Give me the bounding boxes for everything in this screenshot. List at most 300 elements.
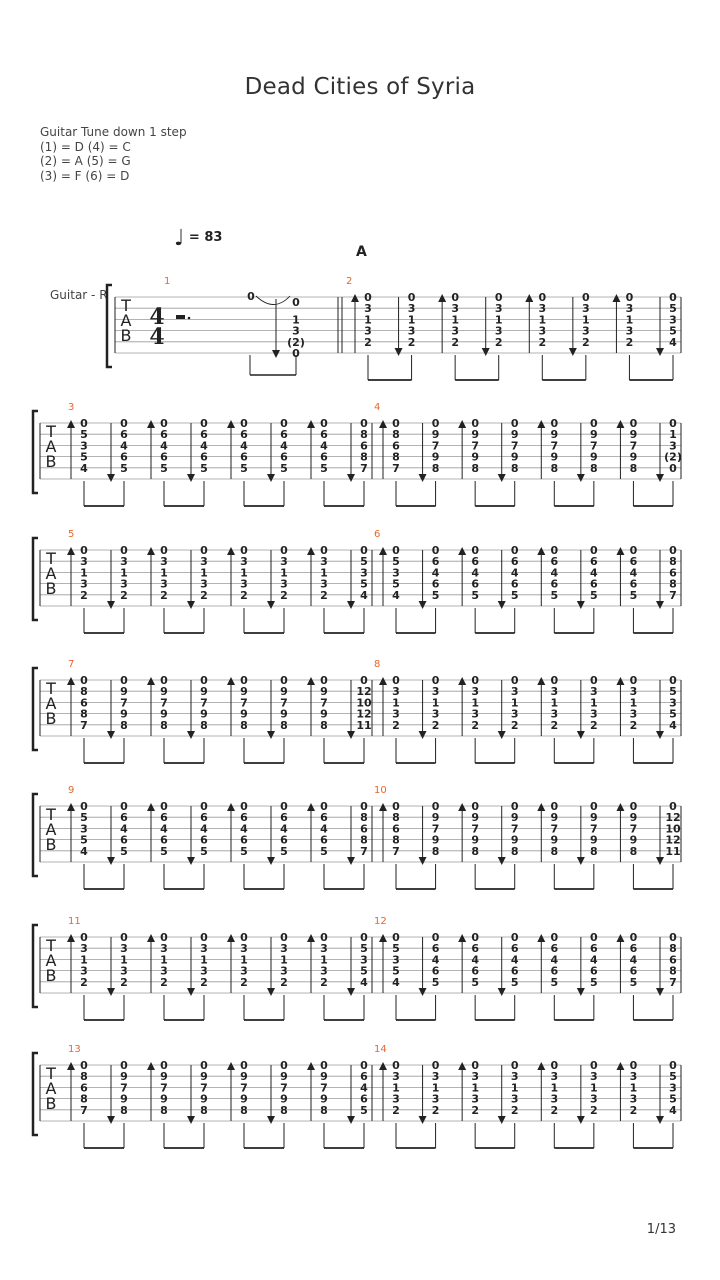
fret-number: 3 (360, 953, 368, 967)
fret-number: 2 (320, 975, 328, 989)
fret-number: 9 (471, 450, 479, 464)
fret-number: 0 (280, 674, 288, 687)
fret-number: 0 (550, 544, 559, 557)
fret-number: 7 (669, 975, 677, 989)
fret-number: 6 (160, 428, 168, 442)
fret-number: 8 (120, 718, 128, 732)
fret-number: 0 (471, 931, 479, 944)
fret-number: 1 (392, 1081, 400, 1095)
fret-number: 3 (392, 1070, 400, 1084)
strum-down-arrow-icon (419, 1116, 427, 1124)
fret-number: 0 (360, 1059, 368, 1072)
fret-number: 6 (550, 964, 559, 978)
fret-number: 6 (590, 577, 598, 591)
fret-number: 3 (200, 942, 208, 956)
fret-number: 2 (510, 718, 519, 732)
strum-down-arrow-icon (267, 857, 275, 865)
strum-up-arrow-icon (438, 294, 446, 302)
fret-number: 0 (240, 800, 248, 813)
fret-number: 3 (407, 302, 416, 316)
fret-number: 0 (292, 296, 300, 310)
fret-number: 9 (471, 428, 479, 442)
fret-number: 5 (360, 577, 368, 591)
fret-number: 8 (392, 428, 400, 442)
fret-number: 8 (471, 461, 479, 475)
fret-number: 0 (247, 290, 255, 303)
fret-number: 9 (200, 685, 208, 699)
fret-number: 0 (240, 544, 248, 557)
tab-clef-letter: T (121, 296, 131, 315)
fret-number: 5 (471, 975, 479, 989)
fret-number: 3 (471, 1092, 479, 1106)
time-signature-top: 4 (149, 304, 165, 330)
fret-number: 1 (407, 313, 416, 327)
fret-number: 0 (120, 800, 128, 813)
strum-up-arrow-icon (379, 1062, 387, 1070)
fret-number: 2 (120, 975, 128, 989)
fret-number: 4 (510, 566, 519, 580)
fret-number: 3 (494, 302, 503, 316)
fret-number: 4 (471, 566, 479, 580)
strum-up-arrow-icon (227, 677, 235, 685)
fret-number: 3 (280, 577, 288, 591)
fret-number: 0 (80, 800, 88, 813)
fret-number: 9 (320, 1092, 328, 1106)
fret-number: 3 (471, 1070, 479, 1084)
fret-number: 9 (471, 833, 479, 847)
fret-number: 0 (200, 544, 208, 557)
fret-number: 3 (120, 577, 128, 591)
strum-up-arrow-icon (147, 677, 155, 685)
fret-number: 1 (629, 1081, 638, 1095)
fret-number: 10 (665, 822, 681, 836)
measure-number: 14 (374, 1044, 387, 1055)
fret-number: 2 (510, 1103, 519, 1117)
fret-number: 0 (360, 417, 368, 430)
fret-number: 5 (360, 1103, 368, 1117)
fret-number: 2 (431, 1103, 440, 1117)
fret-number: 5 (200, 461, 208, 475)
fret-number: 9 (629, 428, 638, 442)
strum-up-arrow-icon (616, 803, 624, 811)
strum-down-arrow-icon (187, 988, 195, 996)
fret-number: 0 (471, 544, 479, 557)
fret-number: 0 (392, 417, 400, 430)
fret-number: 0 (669, 931, 677, 944)
fret-number: 8 (629, 844, 638, 858)
fret-number: 6 (320, 811, 328, 825)
strum-up-arrow-icon (537, 420, 545, 428)
fret-number: 3 (431, 707, 440, 721)
fret-number: 6 (160, 450, 168, 464)
fret-number: 5 (160, 844, 168, 858)
fret-number: 3 (280, 555, 288, 569)
strum-down-arrow-icon (577, 731, 585, 739)
fret-number: 3 (431, 1070, 440, 1084)
strum-down-arrow-icon (498, 1116, 506, 1124)
strum-down-arrow-icon (107, 731, 115, 739)
fret-number: 3 (240, 577, 248, 591)
fret-number: 7 (280, 696, 288, 710)
measure-number: 7 (68, 659, 75, 670)
fret-number: 3 (392, 685, 400, 699)
fret-number: 8 (280, 1103, 288, 1117)
strum-up-arrow-icon (227, 547, 235, 555)
fret-number: 5 (320, 461, 328, 475)
measure-number: 10 (374, 785, 387, 796)
fret-number: 0 (510, 931, 519, 944)
fret-number: 0 (160, 1059, 168, 1072)
fret-number: 8 (320, 1103, 328, 1117)
strum-up-arrow-icon (616, 934, 624, 942)
fret-number: 8 (160, 718, 168, 732)
fret-number: 9 (160, 707, 168, 721)
fret-number: (2) (287, 335, 305, 349)
fret-number: 5 (629, 975, 638, 989)
fret-number: 0 (629, 931, 638, 944)
fret-number: 6 (80, 696, 88, 710)
fret-number: 7 (360, 461, 368, 475)
fret-number: 7 (160, 696, 168, 710)
fret-number: 9 (200, 707, 208, 721)
fret-number: 0 (240, 417, 248, 430)
fret-number: 7 (590, 439, 598, 453)
fret-number: 9 (120, 1092, 128, 1106)
fret-number: 5 (240, 844, 248, 858)
fret-number: 3 (471, 707, 479, 721)
strum-down-arrow-icon (419, 601, 427, 609)
fret-number: 0 (590, 931, 598, 944)
fret-number: 6 (629, 577, 638, 591)
strum-up-arrow-icon (147, 934, 155, 942)
fret-number: 6 (471, 555, 479, 569)
fret-number: 9 (471, 811, 479, 825)
fret-number: 5 (471, 588, 479, 602)
strum-up-arrow-icon (537, 547, 545, 555)
fret-number: 6 (590, 942, 598, 956)
fret-number: 4 (320, 439, 328, 453)
fret-number: 2 (629, 1103, 638, 1117)
fret-number: 4 (360, 588, 368, 602)
fret-number: 3 (510, 707, 519, 721)
fret-number: 5 (510, 588, 519, 602)
fret-number: 2 (240, 588, 248, 602)
measure-number: 6 (374, 529, 381, 540)
fret-number: 0 (160, 417, 168, 430)
fret-number: 7 (120, 1081, 128, 1095)
fret-number: 1 (431, 696, 440, 710)
fret-number: 3 (320, 577, 328, 591)
measure-number: 2 (346, 276, 353, 287)
page-number: 1/13 (646, 1222, 676, 1237)
fret-number: 3 (320, 555, 328, 569)
tab-clef-letter: B (45, 1094, 57, 1113)
fret-number: 3 (669, 696, 677, 710)
fret-number: 1 (582, 313, 590, 327)
fret-number: 7 (392, 844, 400, 858)
fret-number: 6 (629, 555, 638, 569)
strum-down-arrow-icon (577, 988, 585, 996)
fret-number: 1 (510, 1081, 519, 1095)
fret-number: 3 (625, 324, 634, 338)
fret-number: 3 (431, 685, 440, 699)
strum-up-arrow-icon (379, 420, 387, 428)
fret-number: 3 (590, 1070, 598, 1084)
fret-number: 8 (360, 811, 368, 825)
strum-down-arrow-icon (267, 731, 275, 739)
fret-number: 2 (629, 718, 638, 732)
strum-up-arrow-icon (67, 677, 75, 685)
fret-number: 2 (120, 588, 128, 602)
fret-number: 3 (80, 439, 88, 453)
fret-number: 1 (320, 566, 328, 580)
strum-up-arrow-icon (616, 1062, 624, 1070)
fret-number: 3 (160, 555, 168, 569)
fret-number: 5 (280, 844, 288, 858)
fret-number: 6 (431, 577, 440, 591)
strum-down-arrow-icon (107, 474, 115, 482)
strum-up-arrow-icon (307, 677, 315, 685)
fret-number: 4 (629, 953, 638, 967)
strum-down-arrow-icon (347, 601, 355, 609)
fret-number: 3 (582, 324, 590, 338)
fret-number: 0 (360, 800, 368, 813)
fret-number: 0 (590, 417, 598, 430)
fret-number: 5 (431, 588, 440, 602)
fret-number: 4 (590, 953, 598, 967)
fret-number: 2 (625, 335, 634, 349)
fret-number: 8 (669, 942, 677, 956)
strum-down-arrow-icon (577, 1116, 585, 1124)
fret-number: 0 (392, 544, 400, 557)
fret-number: 0 (200, 1059, 208, 1072)
fret-number: 5 (392, 555, 400, 569)
fret-number: 0 (240, 931, 248, 944)
fret-number: 3 (629, 685, 638, 699)
fret-number: 7 (120, 696, 128, 710)
fret-number: 6 (120, 811, 128, 825)
fret-number: 7 (320, 1081, 328, 1095)
fret-number: 0 (80, 544, 88, 557)
strum-down-arrow-icon (656, 988, 664, 996)
fret-number: 3 (550, 1092, 559, 1106)
fret-number: 0 (120, 931, 128, 944)
fret-number: 4 (550, 953, 559, 967)
fret-number: 2 (590, 718, 598, 732)
fret-number: 3 (160, 964, 168, 978)
fret-number: 7 (200, 696, 208, 710)
strum-down-arrow-icon (656, 348, 664, 356)
fret-number: 4 (160, 822, 168, 836)
fret-number: 3 (292, 324, 300, 338)
tab-clef-letter: T (46, 936, 56, 955)
fret-number: 0 (200, 931, 208, 944)
fret-number: 9 (320, 1070, 328, 1084)
fret-number: 0 (550, 417, 559, 430)
strum-up-arrow-icon (379, 677, 387, 685)
strum-down-arrow-icon (187, 1116, 195, 1124)
fret-number: 6 (200, 450, 208, 464)
fret-number: 3 (80, 555, 88, 569)
fret-number: 9 (550, 811, 559, 825)
fret-number: 3 (538, 324, 547, 338)
fret-number: 6 (510, 577, 519, 591)
strum-up-arrow-icon (458, 547, 466, 555)
fret-number: 1 (590, 1081, 598, 1095)
fret-number: 6 (320, 833, 328, 847)
fret-number: 0 (431, 800, 440, 813)
fret-number: 11 (356, 718, 372, 732)
fret-number: 12 (356, 685, 372, 699)
fret-number: 0 (392, 1059, 400, 1072)
fret-number: 1 (538, 313, 547, 327)
strum-down-arrow-icon (498, 601, 506, 609)
strum-up-arrow-icon (537, 803, 545, 811)
strum-down-arrow-icon (347, 731, 355, 739)
tab-clef-letter: T (46, 1064, 56, 1083)
fret-number: 2 (392, 718, 400, 732)
fret-number: 7 (510, 439, 519, 453)
fret-number: 8 (669, 577, 677, 591)
fret-number: 3 (80, 577, 88, 591)
fret-number: 0 (360, 931, 368, 944)
fret-number: 4 (240, 439, 248, 453)
fret-number: 6 (280, 811, 288, 825)
strum-up-arrow-icon (67, 547, 75, 555)
fret-number: 4 (629, 566, 638, 580)
fret-number: 4 (120, 822, 128, 836)
fret-number: 7 (240, 1081, 248, 1095)
fret-number: 9 (590, 450, 598, 464)
fret-number: 1 (120, 953, 128, 967)
fret-number: 3 (451, 324, 459, 338)
strum-down-arrow-icon (187, 601, 195, 609)
fret-number: 7 (431, 439, 440, 453)
fret-number: 3 (240, 942, 248, 956)
fret-number: 9 (120, 685, 128, 699)
fret-number: 4 (200, 439, 208, 453)
fret-number: 4 (160, 439, 168, 453)
fret-number: 6 (629, 964, 638, 978)
fret-number: 3 (550, 685, 559, 699)
strum-down-arrow-icon (347, 857, 355, 865)
tuning-line-2: (2) = A (5) = G (40, 154, 131, 168)
strum-up-arrow-icon (379, 803, 387, 811)
fret-number: 5 (80, 428, 88, 442)
fret-number: 5 (590, 588, 598, 602)
measure-number: 11 (68, 916, 81, 927)
fret-number: 5 (550, 588, 559, 602)
fret-number: 6 (280, 428, 288, 442)
fret-number: 0 (629, 1059, 638, 1072)
fret-number: 0 (431, 544, 440, 557)
fret-number: 3 (629, 1070, 638, 1084)
fret-number: 7 (590, 822, 598, 836)
fret-number: 0 (160, 800, 168, 813)
strum-down-arrow-icon (107, 988, 115, 996)
fret-number: 5 (80, 450, 88, 464)
fret-number: 3 (431, 1092, 440, 1106)
fret-number: 4 (669, 335, 677, 349)
fret-number: 0 (431, 417, 440, 430)
fret-number: 9 (240, 1092, 248, 1106)
fret-number: 3 (160, 577, 168, 591)
fret-number: 6 (392, 439, 400, 453)
fret-number: 3 (471, 685, 479, 699)
fret-number: 0 (200, 800, 208, 813)
fret-number: 8 (510, 844, 519, 858)
fret-number: 1 (471, 1081, 479, 1095)
fret-number: 1 (320, 953, 328, 967)
fret-number: 6 (431, 942, 440, 956)
fret-number: 4 (360, 975, 368, 989)
fret-number: 0 (629, 674, 638, 687)
strum-down-arrow-icon (187, 857, 195, 865)
fret-number: 2 (320, 588, 328, 602)
fret-number: 8 (392, 450, 400, 464)
fret-number: 0 (669, 544, 677, 557)
fret-number: 3 (392, 953, 400, 967)
fret-number: 5 (280, 461, 288, 475)
tab-clef-letter: T (46, 549, 56, 568)
fret-number: 8 (550, 461, 559, 475)
fret-number: 7 (80, 718, 88, 732)
fret-number: 7 (471, 822, 479, 836)
fret-number: 9 (280, 707, 288, 721)
fret-number: 7 (200, 1081, 208, 1095)
fret-number: 8 (431, 461, 440, 475)
fret-number: 0 (200, 674, 208, 687)
fret-number: 0 (431, 931, 440, 944)
fret-number: 9 (280, 685, 288, 699)
strum-down-arrow-icon (347, 1116, 355, 1124)
tab-clef-letter: A (120, 311, 132, 330)
strum-up-arrow-icon (67, 1062, 75, 1070)
fret-number: 5 (590, 975, 598, 989)
fret-number: 2 (471, 718, 479, 732)
fret-number: 6 (471, 577, 479, 591)
fret-number: 8 (240, 718, 248, 732)
strum-up-arrow-icon (307, 803, 315, 811)
fret-number: 2 (431, 718, 440, 732)
system-brace (33, 538, 38, 620)
system-brace (33, 668, 38, 750)
fret-number: 0 (550, 800, 559, 813)
fret-number: 0 (280, 544, 288, 557)
fret-number: 9 (629, 811, 638, 825)
fret-number: 6 (280, 833, 288, 847)
strum-up-arrow-icon (67, 420, 75, 428)
strum-up-arrow-icon (458, 1062, 466, 1070)
fret-number: 6 (320, 428, 328, 442)
fret-number: 10 (356, 696, 372, 710)
strum-down-arrow-icon (577, 857, 585, 865)
fret-number: 6 (240, 450, 248, 464)
strum-up-arrow-icon (379, 934, 387, 942)
tab-clef-letter: B (120, 326, 132, 345)
fret-number: 0 (669, 674, 677, 687)
strum-down-arrow-icon (498, 731, 506, 739)
fret-number: 7 (360, 844, 368, 858)
fret-number: 5 (550, 975, 559, 989)
fret-number: 6 (360, 1070, 368, 1084)
system-brace (33, 925, 38, 1007)
fret-number: 1 (471, 696, 479, 710)
fret-number: 0 (320, 800, 328, 813)
fret-number: 5 (120, 461, 128, 475)
fret-number: 8 (280, 718, 288, 732)
strum-down-arrow-icon (656, 1116, 664, 1124)
